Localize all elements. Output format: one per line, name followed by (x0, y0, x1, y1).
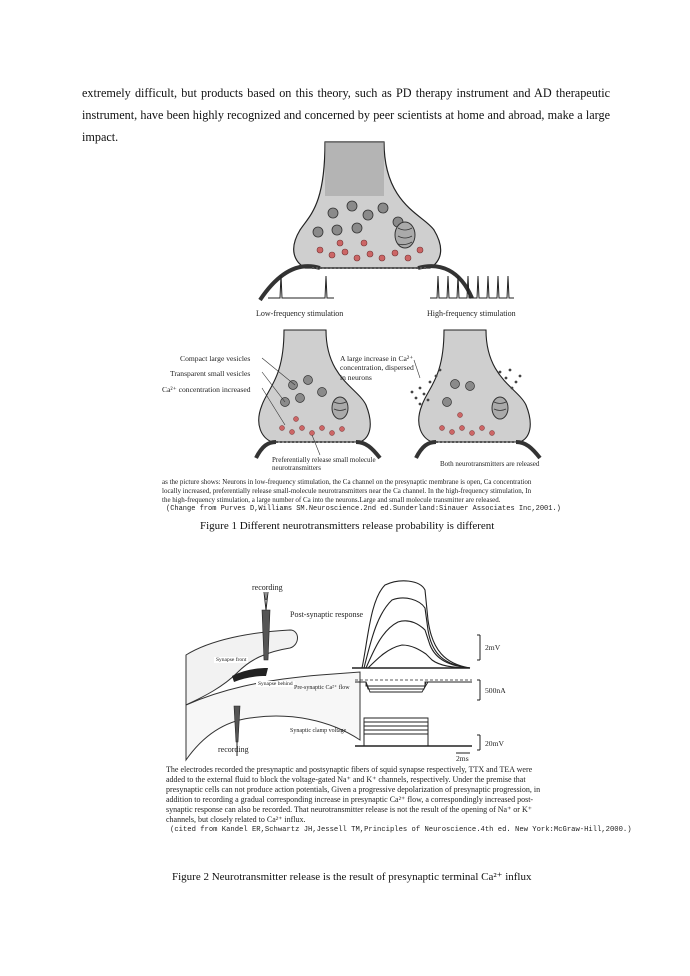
synapse-front-label: Synapse front (216, 657, 247, 663)
label-preferential-release: Preferentially release small molecule neurotransmitters (272, 456, 376, 473)
label-transparent-vesicles: Transparent small vesicles (170, 369, 251, 378)
figure2-desc-line2: added to the external fluid to block the voltage-gated Na⁺ and K⁺ channels, respectively. Under the premise that (166, 775, 526, 784)
high-frequency-label: High-frequency stimulation (427, 309, 516, 318)
figure2-source: (cited from Kandel ER,Schwartz JH,Jessell TM,Principles of Neuroscience.4th ed. New York:McGraw-Hill,2000.) (170, 826, 632, 834)
synapse-behind-label: Synapse behind (258, 681, 293, 687)
figure1-source: (Change from Purves D,Williams SM.Neuroscience.2nd ed.Sunderland:Sinauer Associates Inc,2001.) (166, 505, 561, 513)
figure1-note-line1: as the picture shows: Neurons in low-frequency stimulation, the Ca channel on the presynaptic membrane is open, Ca concentration (162, 478, 532, 486)
recording-top-label: recording (252, 583, 283, 592)
scale-2mv: 2mV (485, 643, 501, 652)
pre-synaptic-flow-label: Pre-synaptic Ca²⁺ flow (294, 685, 350, 691)
figure2-desc-line6: channels, but closely related to Ca²⁺ influx. (166, 815, 306, 824)
figure2-desc-line1: The electrodes recorded the presynaptic and postsynaptic fibers of squid synapse respectively, TTX and TEA were (166, 765, 533, 774)
intro-paragraph: extremely difficult, but products based on this theory, such as PD therapy instrument and AD therapeutic instrument, have been highly recognized and concerned by peer scientists at home and abroad, make a large impact. (82, 86, 610, 144)
recording-bottom-label: recording (218, 745, 249, 754)
figure2-caption: Figure 2 Neurotransmitter release is the result of presynaptic terminal Ca²⁺ influx (172, 871, 532, 883)
figure2-desc-line4: addition to recording a gradual corresponding increase in presynaptic Ca²⁺ flow, a correspondingly increased post- (166, 795, 534, 804)
figure2-desc-line5: synaptic response can also be recorded. That neurotransmitter release is not the result of the opening of Na⁺ or K⁺ (166, 805, 532, 814)
post-synaptic-response-label: Post-synaptic response (290, 610, 364, 619)
scale-2ms: 2ms (456, 754, 469, 763)
label-ca-increased: Ca²⁺ concentration increased (162, 385, 251, 394)
figure2-desc-line3: presynaptic cells can not produce action potentials, Given a progressive depolarization of presynaptic progression, in (166, 785, 541, 794)
figure1-note-line2: locally increased, preferentially release small-molecule neurotransmitters near the Ca channel. In the high-frequency stimulation, In (162, 487, 532, 495)
low-frequency-label: Low-frequency stimulation (256, 309, 344, 318)
label-both-released: Both neurotransmitters are released (440, 460, 540, 468)
figure1-caption: Figure 1 Different neurotransmitters release probability is different (200, 520, 495, 532)
scale-20mv: 20mV (485, 739, 504, 748)
clamp-voltage-label: Synaptic clamp voltage (290, 728, 347, 734)
scale-500na: 500nA (485, 686, 506, 695)
label-large-increase: A large increase in Ca²⁺ concentration, dispersed in neurons (340, 354, 414, 382)
figure1-note-line3: the high-frequency stimulation, a large number of Ca into the neurons.Large and small molecule transmitter are released. (162, 496, 501, 504)
label-compact-vesicles: Compact large vesicles (180, 354, 251, 363)
